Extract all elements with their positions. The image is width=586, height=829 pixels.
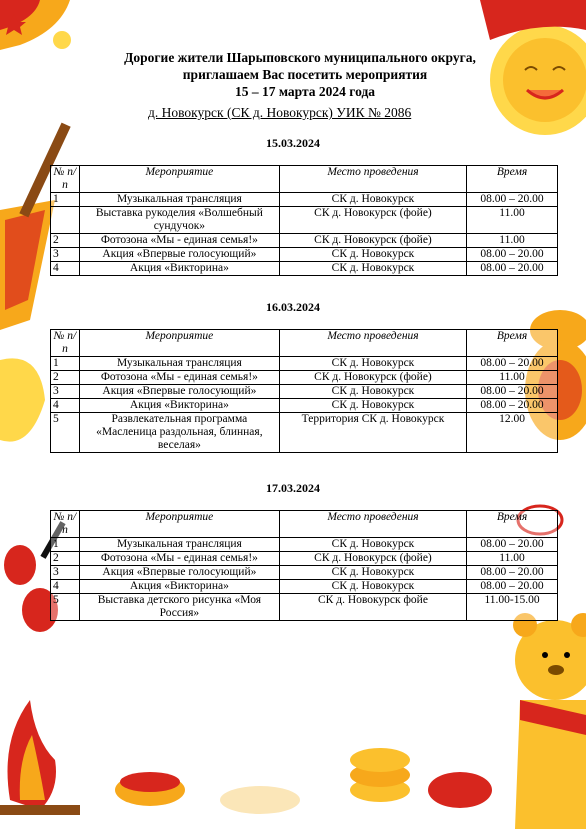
row-event: Выставка рукоделия «Волшебный сундучок» [79,207,279,234]
title-line-3: 15 – 17 марта 2024 года [234,84,376,99]
row-place: СК д. Новокурск (фойе) [279,234,466,248]
row-num: 1 [51,538,80,552]
col-num-header: № п/п [51,330,80,357]
row-num: 1 [51,193,80,207]
col-num-header: № п/п [51,166,80,193]
col-place-header: Место проведения [279,330,466,357]
row-event: Акция «Впервые голосующий» [79,248,279,262]
col-event-header: Мероприятие [79,166,279,193]
schedule-table [50,329,558,453]
row-num: 3 [51,566,80,580]
col-time-header: Время [467,166,558,193]
table-row [51,399,558,413]
row-place: СК д. Новокурск (фойе) [279,207,466,234]
table-row [51,538,558,552]
schedule-table [50,510,558,621]
table-row [51,594,558,621]
row-num [51,207,80,234]
col-place-header: Место проведения [279,511,466,538]
row-event: Музыкальная трансляция [79,357,279,371]
title-line-2: приглашаем Вас посетить мероприятия [182,67,428,82]
col-time-header: Время [467,330,558,357]
row-num: 2 [51,234,80,248]
row-place: Территория СК д. Новокурск [279,413,466,453]
row-num: 5 [51,594,80,621]
row-time: 08.00 – 20.00 [467,399,558,413]
row-num: 2 [51,552,80,566]
row-num: 4 [51,580,80,594]
table-header-row [51,166,558,193]
table-row [51,580,558,594]
row-num: 4 [51,399,80,413]
date-heading: 17.03.2024 [266,481,320,495]
date-heading: 16.03.2024 [266,300,320,314]
row-place: СК д. Новокурск [279,538,466,552]
row-event: Акция «Викторина» [79,399,279,413]
row-place: СК д. Новокурск [279,248,466,262]
row-event: Музыкальная трансляция [79,193,279,207]
table-row [51,566,558,580]
location-line: д. Новокурск (СК д. Новокурск) УИК № 2086 [148,105,412,120]
row-num: 2 [51,371,80,385]
row-place: СК д. Новокурск фойе [279,594,466,621]
row-place: СК д. Новокурск [279,399,466,413]
date-heading: 15.03.2024 [266,136,320,150]
row-event: Фотозона «Мы - единая семья!» [79,371,279,385]
row-event: Фотозона «Мы - единая семья!» [79,552,279,566]
row-num: 1 [51,357,80,371]
row-num: 3 [51,248,80,262]
row-event: Выставка детского рисунка «Моя Россия» [79,594,279,621]
row-time: 08.00 – 20.00 [467,385,558,399]
bonfire-icon [0,700,80,815]
table-header-row [51,330,558,357]
table-row [51,385,558,399]
row-time: 08.00 – 20.00 [467,538,558,552]
schedule-table [50,165,558,276]
title-line-1: Дорогие жители Шарыповского муниципального округа, [124,50,476,65]
row-place: СК д. Новокурск (фойе) [279,371,466,385]
row-event: Развлекательная программа «Масленица раздольная, блинная, веселая» [79,413,279,453]
row-time: 08.00 – 20.00 [467,262,558,276]
row-num: 5 [51,413,80,453]
row-time: 11.00 [467,371,558,385]
table-header-row [51,511,558,538]
table-row [51,413,558,453]
row-time: 08.00 – 20.00 [467,193,558,207]
row-time: 08.00 – 20.00 [467,357,558,371]
row-time: 11.00 [467,552,558,566]
table-row [51,248,558,262]
row-place: СК д. Новокурск [279,580,466,594]
col-num-header: № п/п [51,511,80,538]
row-event: Акция «Викторина» [79,262,279,276]
table-row [51,207,558,234]
row-num: 3 [51,385,80,399]
row-time: 11.00 [467,207,558,234]
row-place: СК д. Новокурск [279,193,466,207]
row-time: 08.00 – 20.00 [467,248,558,262]
table-row [51,234,558,248]
jester-hat-icon [0,0,71,50]
row-time: 08.00 – 20.00 [467,580,558,594]
row-time: 08.00 – 20.00 [467,566,558,580]
table-row [51,262,558,276]
col-place-header: Место проведения [279,166,466,193]
row-time: 11.00-15.00 [467,594,558,621]
row-time: 12.00 [467,413,558,453]
table-row [51,371,558,385]
row-num: 4 [51,262,80,276]
yellow-shape-icon [0,358,45,441]
row-event: Фотозона «Мы - единая семья!» [79,234,279,248]
col-event-header: Мероприятие [79,511,279,538]
row-place: СК д. Новокурск [279,385,466,399]
pancakes-icon [115,748,492,814]
row-event: Акция «Впервые голосующий» [79,566,279,580]
col-event-header: Мероприятие [79,330,279,357]
table-row [51,357,558,371]
col-time-header: Время [467,511,558,538]
row-event: Акция «Впервые голосующий» [79,385,279,399]
bear-icon [513,613,586,829]
table-row [51,193,558,207]
row-event: Музыкальная трансляция [79,538,279,552]
table-row [51,552,558,566]
row-place: СК д. Новокурск [279,566,466,580]
row-time: 11.00 [467,234,558,248]
row-event: Акция «Викторина» [79,580,279,594]
row-place: СК д. Новокурск (фойе) [279,552,466,566]
row-place: СК д. Новокурск [279,262,466,276]
row-place: СК д. Новокурск [279,357,466,371]
